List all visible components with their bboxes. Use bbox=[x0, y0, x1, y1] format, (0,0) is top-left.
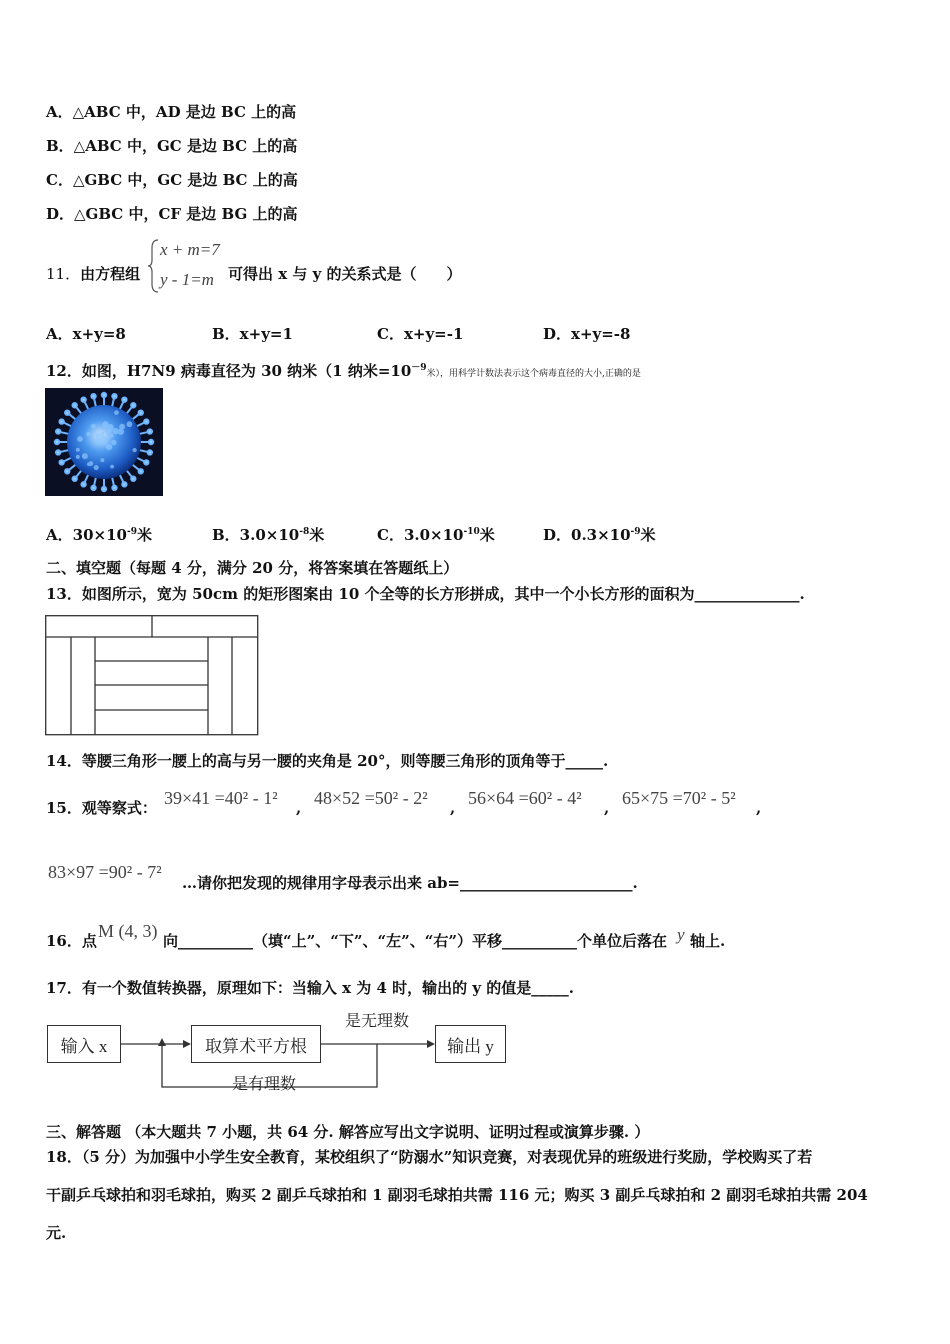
flow-output-box: 输出 y bbox=[435, 1025, 506, 1063]
section-2-heading: 二、填空题（每题 4 分，满分 20 分，将答案填在答题纸上） bbox=[46, 559, 459, 577]
flow-input-box: 输入 x bbox=[47, 1025, 121, 1063]
q15-eq-5: 83×97 =90² - 7² bbox=[48, 862, 162, 882]
q15-eq-4: 65×75 =70² - 5² bbox=[622, 788, 736, 808]
q12-option-a: A．$30\times 10^{-9}$米 bbox=[46, 526, 152, 544]
q13-stem: 13．如图所示，宽为 50cm 的矩形图案由 10 个全等的长方形拼成，其中一个小长方形的面积为______________. bbox=[46, 585, 805, 603]
q15-tail: …请你把发现的规律用字母表示出来 ab=_______________________. bbox=[182, 874, 638, 892]
q12-option-c: C．$3.0\times 10^{-10}$米 bbox=[377, 526, 495, 544]
q11-stem bbox=[46, 264, 140, 284]
q16-label: 16．点 bbox=[46, 932, 97, 950]
q12-option-b: B．$3.0\times 10^{-8}$米 bbox=[212, 526, 325, 544]
q15-eq-1: 39×41 =40² - 1² bbox=[164, 788, 278, 808]
q15-eq-3: 56×64 =60² - 4² bbox=[468, 788, 582, 808]
flow-process-box: 取算术平方根 bbox=[191, 1025, 321, 1063]
q11-option-a: A．x+y=8 bbox=[46, 325, 126, 343]
q11-number: 11． bbox=[46, 265, 81, 283]
q14-stem: 14．等腰三角形一腰上的高与另一腰的夹角是 20°，则等腰三角形的顶角等于_____. bbox=[46, 752, 609, 770]
q11-prefix: 由方程组 bbox=[80, 265, 141, 283]
q10-option-a: A．△ABC 中，AD 是边 BC 上的高 bbox=[46, 103, 297, 121]
q10-option-d: D．△GBC 中，CF 是边 BG 上的高 bbox=[46, 205, 298, 223]
q18-line-2: 干副乒乓球拍和羽毛球拍，购买 2 副乒乓球拍和 1 副羽毛球拍共需 116 元；购买 3 副乒乓球拍和 2 副羽毛球拍共需 204 bbox=[46, 1186, 868, 1204]
q16-axis: y bbox=[677, 925, 685, 944]
flow-label-irrational: 是无理数 bbox=[345, 1013, 410, 1030]
q12-exponent: －9 bbox=[411, 363, 427, 373]
q10-option-b: B．△ABC 中，GC 是边 BC 上的高 bbox=[46, 137, 298, 155]
q17-stem: 17．有一个数值转换器，原理如下：当输入 x 为 4 时，输出的 y 的值是_____. bbox=[46, 979, 575, 997]
q10-option-c: C．△GBC 中，GC 是边 BC 上的高 bbox=[46, 171, 298, 189]
section-3-heading: 三、解答题 （本大题共 7 小题，共 64 分. 解答应写出文字说明、证明过程或演算步骤. ） bbox=[46, 1123, 650, 1141]
q12-tail: 米），用科学计数法表示这个病毒直径的大小,正确的是 bbox=[426, 369, 641, 379]
q15-eq-2: 48×52 =50² - 2² bbox=[314, 788, 428, 808]
q16-tail: 轴上. bbox=[690, 932, 726, 950]
q11-option-c: C．x+y=-1 bbox=[377, 325, 464, 343]
q16-mid: 向__________（填“上”、“下”、“左”、“右”）平移__________个单位后落在 bbox=[163, 932, 668, 950]
flow-label-rational: 是有理数 bbox=[232, 1076, 297, 1093]
q11-eq1: x + m=7 bbox=[160, 240, 220, 259]
q11-eq2: y - 1=m bbox=[160, 270, 214, 289]
q12-stem bbox=[46, 358, 641, 384]
q11-suffix: 可得出 x 与 y 的关系式是（ ） bbox=[228, 265, 462, 283]
q12-option-d: D．$0.3\times 10^{-9}$米 bbox=[543, 526, 656, 544]
q15-label: 15．观等察式： bbox=[46, 799, 157, 817]
q18-line-3: 元. bbox=[46, 1224, 67, 1242]
q11-brace bbox=[146, 238, 160, 294]
virus-image bbox=[45, 388, 163, 496]
q11-option-d: D．x+y=-8 bbox=[543, 325, 631, 343]
q11-option-b: B．x+y=1 bbox=[212, 325, 293, 343]
q12-text: 12．如图，H7N9 病毒直径为 30 纳米（1 纳米=10 bbox=[46, 362, 412, 380]
q18-line-1: 18．（5 分）为加强中小学生安全教育，某校组织了“防溺水”知识竞赛，对表现优异的班级进行奖励，学校购买了若 bbox=[46, 1148, 813, 1166]
q16-point: M (4, 3) bbox=[98, 921, 158, 941]
q13-rectangle-figure bbox=[45, 615, 259, 736]
